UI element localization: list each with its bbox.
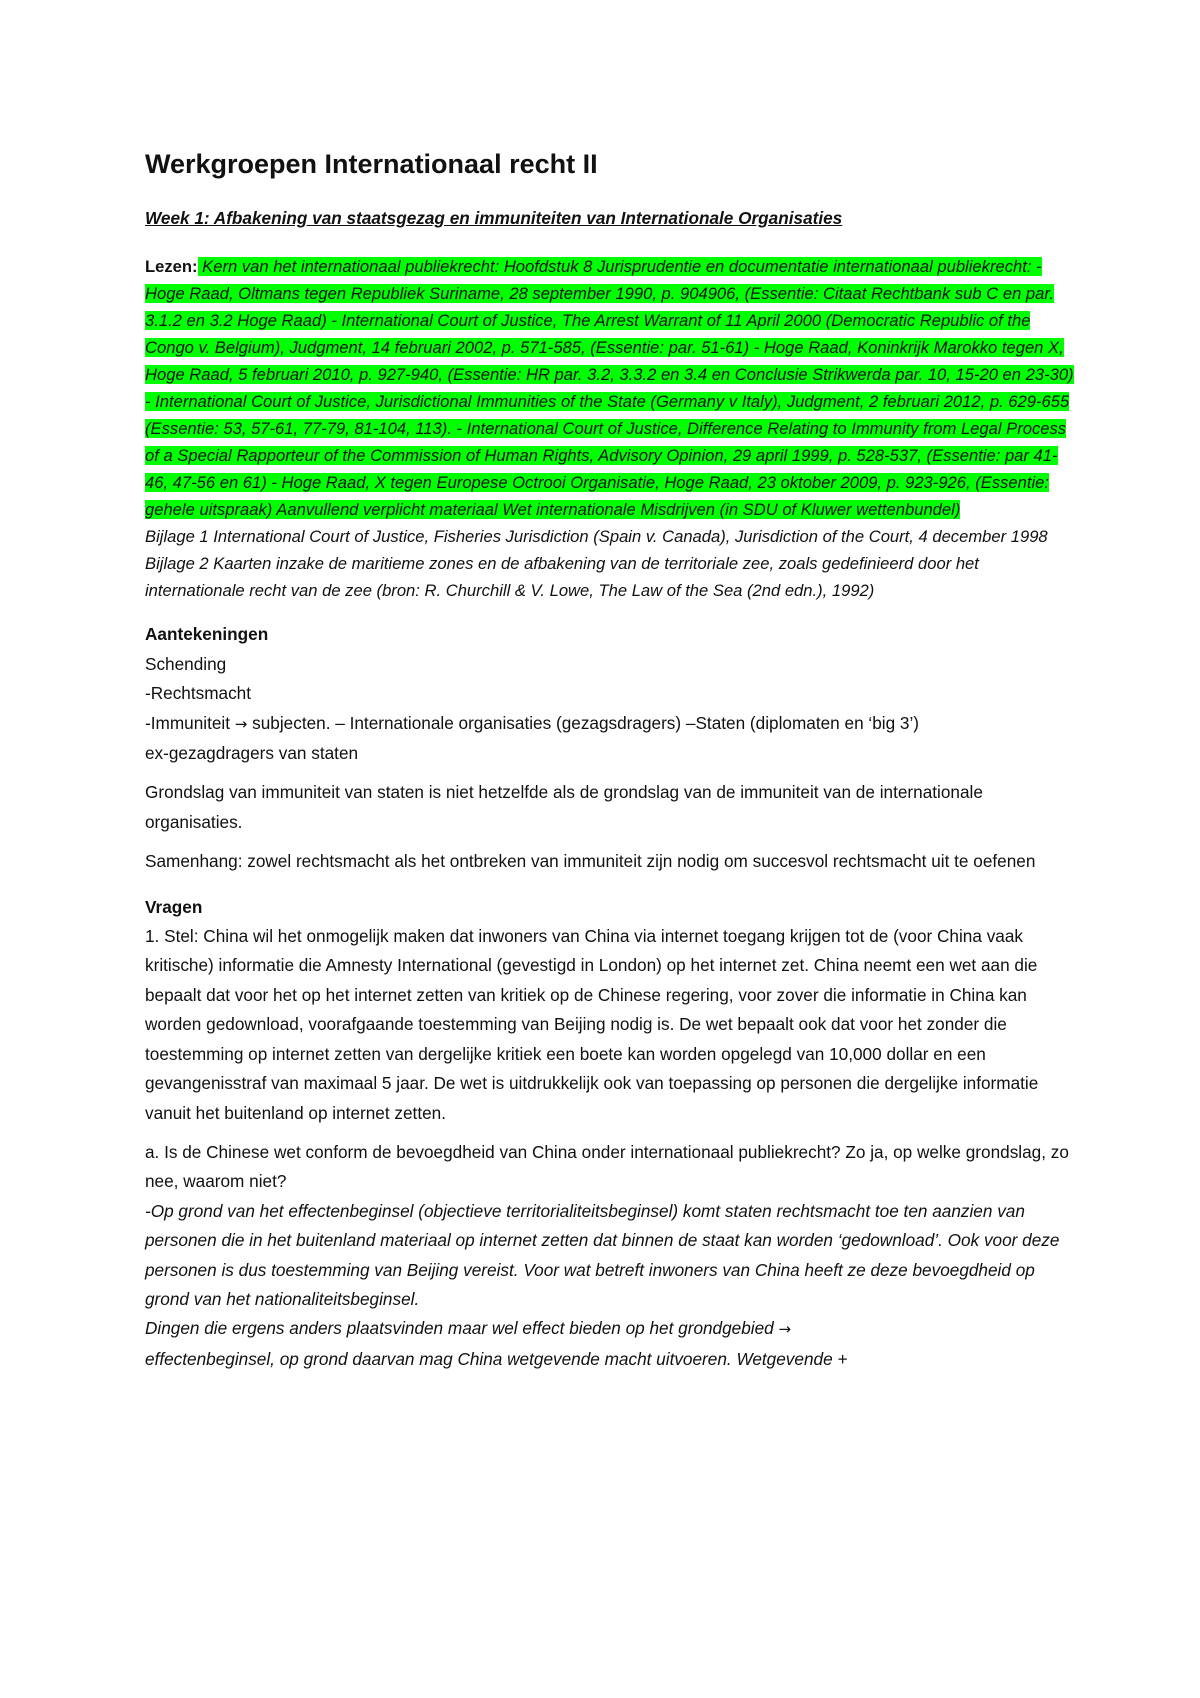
notes-line: [145, 709, 1075, 739]
notes-line: Schending: [145, 653, 227, 674]
document-body: [145, 146, 1075, 1374]
notes-paragraph: Samenhang: zowel rechtsmacht als het ontbreken van immuniteit zijn nodig om succesvol rechtsmacht uit te oefenen: [145, 851, 1036, 872]
reading-label: Lezen:: [145, 257, 198, 277]
arrow-right-icon: →: [778, 1320, 792, 1339]
notes-line: ex-gezagdragers van staten: [145, 743, 359, 764]
question-1: 1. Stel: China wil het onmogelijk maken dat inwoners van China via internet toegang krijgen tot de (voor China vaak kritische) informatie die Amnesty International (gevestigd in London) op het internet zet. China neemt een wet aan die bepaalt dat voor het op het internet zetten van kritiek op de Chinese regering, voor zover die informatie in China kan worden gedownload, voorafgaande toestemming van Beijing nodig is. De wet bepaalt ook dat voor het zonder die toestemming op internet zetten van dergelijke kritiek een boete kan worden opgelegd van 10,000 dollar en een gevangenisstraf van maximaal 5 jaar. De wet is uitdrukkelijk ook van toepassing op personen die dergelijke informatie vanuit het buitenland op internet zetten.: [145, 926, 1039, 1123]
answer-text: effectenbeginsel, op grond daarvan mag China wetgevende macht uitvoeren. Wetgevende +: [145, 1348, 848, 1369]
question-1a: a. Is de Chinese wet conform de bevoegdheid van China onder internationaal publiekrecht? Zo ja, op welke grondslag, zo nee, waarom niet?: [145, 1141, 1069, 1192]
week-heading: Week 1: Afbakening van staatsgezag en immuniteiten van Internationale Organisaties: [145, 208, 843, 228]
notes-line: -Rechtsmacht: [145, 683, 252, 704]
answer-paragraph: [145, 1314, 1075, 1374]
questions-heading: Vragen: [145, 896, 203, 917]
reading-appendix: Bijlage 1 International Court of Justice, Fisheries Jurisdiction (Spain v. Canada), Jurisdiction of the Court, 4 december 1998 Bijlage 2 Kaarten inzake de maritieme zones en de afbakening van de territoriale zee, zoals gedefinieerd door het internationale recht van de zee (bron: R. Churchill & V. Lowe, The Law of the Sea (2nd edn.), 1992): [145, 527, 1048, 601]
page-title: Werkgroepen Internationaal recht II: [145, 149, 598, 179]
answer-paragraph: -Op grond van het effectenbeginsel (objectieve territorialiteitsbeginsel) komt staten rechtsmacht toe ten aanzien van personen die in het buitenland materiaal op internet zetten dat binnen de staat kan worden ‘gedownload’. Ook voor deze personen is dus toestemming van Beijing vereist. Voor wat betreft inwoners van China heeft ze deze bevoegdheid op grond van het nationaliteitsbeginsel.: [145, 1200, 1060, 1309]
arrow-right-icon: →: [234, 714, 248, 733]
notes-heading: Aantekeningen: [145, 624, 269, 645]
answer-text: Dingen die ergens anders plaatsvinden maar wel effect bieden op het grondgebied: [145, 1318, 779, 1339]
notes-text: -Immuniteit: [145, 712, 235, 733]
notes-text: subjecten. – Internationale organisaties (gezagsdragers) –Staten (diplomaten en ‘big 3’): [247, 712, 920, 733]
reading-list: [145, 253, 1075, 604]
reading-highlighted: Kern van het internationaal publiekrecht: Hoofdstuk 8 Jurisprudentie en documentatie internationaal publiekrecht: - Hoge Raad, Oltmans tegen Republiek Suriname, 28 september 1990, p. 904906, (Essentie: Citaat Rechtbank sub C en par. 3.1.2 en 3.2 Hoge Raad) - International Court of Justice, The Arrest Warrant of 11 April 2000 (Democratic Republic of the Congo v. Belgium), Judgment, 14 februari 2002, p. 571-585, (Essentie: par. 51-61) - Hoge Raad, Koninkrijk Marokko tegen X, Hoge Raad, 5 februari 2010, p. 927-940, (Essentie: HR par. 3.2, 3.3.2 en 3.4 en Conclusie Strikwerda par. 10, 15-20 en 23-30) - International Court of Justice, Jurisdictional Immunities of the State (Germany v Italy), Judgment, 2 februari 2012, p. 629-655 (Essentie: 53, 57-61, 77-79, 81-104, 113). - International Court of Justice, Difference Relating to Immunity from Legal Process of a Special Rapporteur of the Commission of Human Rights, Advisory Opinion, 29 april 1999, p. 528-537, (Essentie: par 41-46, 47-56 en 61) - Hoge Raad, X tegen Europese Octrooi Organisatie, Hoge Raad, 23 oktober 2009, p. 923-926, (Essentie: gehele uitspraak) Aanvullend verplicht materiaal Wet internationale Misdrijven (in SDU of Kluwer wettenbundel): [145, 257, 1074, 520]
notes-paragraph: Grondslag van immuniteit van staten is niet hetzelfde als de grondslag van de immuniteit van de internationale organisaties.: [145, 782, 983, 832]
